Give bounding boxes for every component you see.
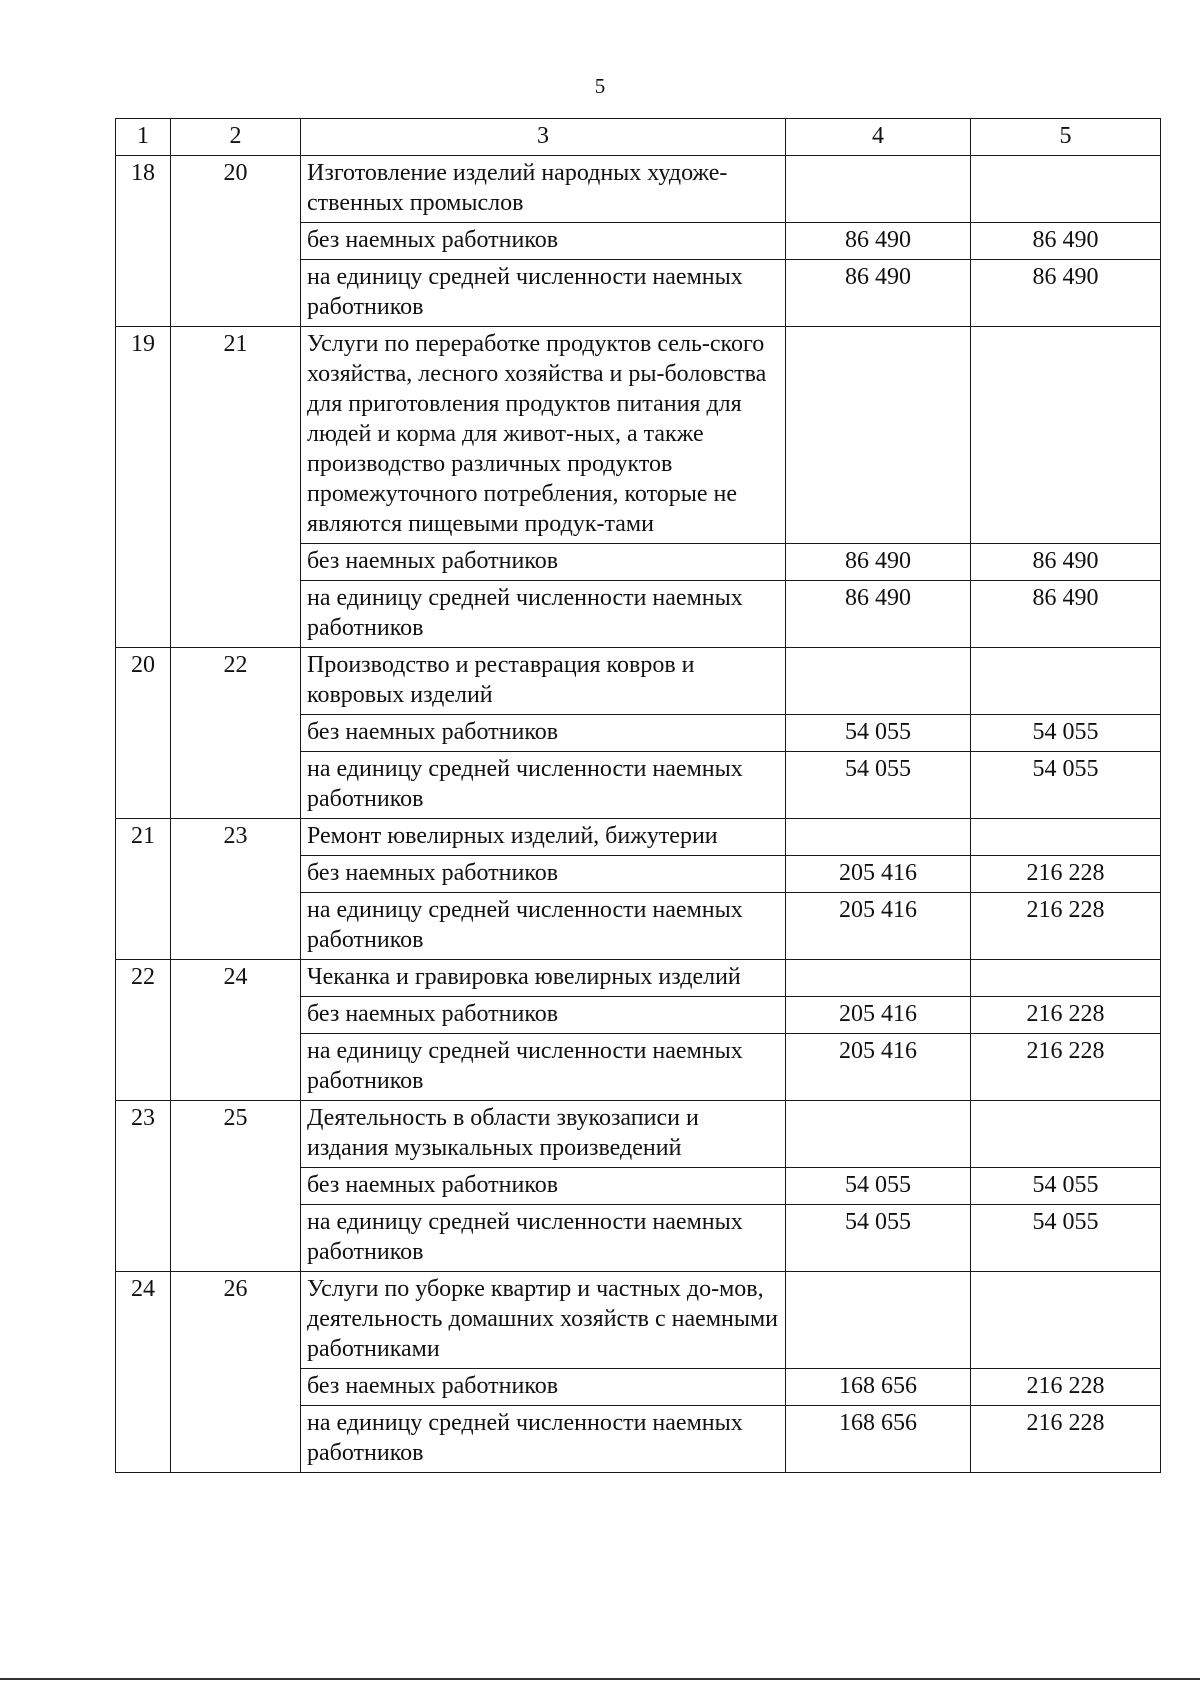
activity-code: 26	[171, 1272, 301, 1473]
empty-cell	[786, 1101, 971, 1168]
activity-code: 20	[171, 156, 301, 327]
activity-row	[116, 1101, 1161, 1168]
value-col-4: 54 055	[786, 752, 971, 819]
header-cell-1: 1	[116, 119, 171, 156]
activity-title: Деятельность в области звукозаписи и издания музыкальных произведений	[301, 1101, 786, 1168]
value-col-5: 216 228	[971, 893, 1161, 960]
subrow-label: без наемных работников	[301, 997, 786, 1034]
activity-row	[116, 327, 1161, 544]
empty-cell	[971, 648, 1161, 715]
activity-row	[116, 1272, 1161, 1369]
value-col-5: 216 228	[971, 856, 1161, 893]
value-col-5: 54 055	[971, 752, 1161, 819]
header-cell-3: 3	[301, 119, 786, 156]
subrow-label: на единицу средней численности наемных работников	[301, 752, 786, 819]
activity-title: Производство и реставрация ковров и ковровых изделий	[301, 648, 786, 715]
value-col-5: 54 055	[971, 1168, 1161, 1205]
empty-cell	[786, 327, 971, 544]
activity-row	[116, 960, 1161, 997]
value-col-4: 205 416	[786, 1034, 971, 1101]
value-col-4: 86 490	[786, 581, 971, 648]
value-col-4: 205 416	[786, 997, 971, 1034]
row-number: 20	[116, 648, 171, 819]
header-cell-4: 4	[786, 119, 971, 156]
row-number: 24	[116, 1272, 171, 1473]
value-col-4: 86 490	[786, 544, 971, 581]
subrow-label: без наемных работников	[301, 223, 786, 260]
empty-cell	[786, 156, 971, 223]
table-body	[116, 119, 1161, 1473]
activity-code: 24	[171, 960, 301, 1101]
activity-title: Ремонт ювелирных изделий, бижутерии	[301, 819, 786, 856]
subrow-label: на единицу средней численности наемных работников	[301, 1205, 786, 1272]
subrow-label: на единицу средней численности наемных работников	[301, 1034, 786, 1101]
activity-code: 25	[171, 1101, 301, 1272]
value-col-5: 86 490	[971, 260, 1161, 327]
activity-code: 21	[171, 327, 301, 648]
empty-cell	[786, 648, 971, 715]
value-col-4: 205 416	[786, 893, 971, 960]
empty-cell	[971, 819, 1161, 856]
empty-cell	[971, 327, 1161, 544]
value-col-5: 216 228	[971, 1369, 1161, 1406]
subrow-label: на единицу средней численности наемных работников	[301, 260, 786, 327]
activity-row	[116, 819, 1161, 856]
row-number: 23	[116, 1101, 171, 1272]
empty-cell	[971, 156, 1161, 223]
value-col-4: 54 055	[786, 715, 971, 752]
activity-title: Услуги по переработке продуктов сель-ского хозяйства, лесного хозяйства и ры-боловства для приготовления продуктов питания для людей и корма для живот-ных, а также производство различных продуктов промежуточного потребления, которые не являются пищевыми продук-тами	[301, 327, 786, 544]
empty-cell	[786, 819, 971, 856]
value-col-5: 216 228	[971, 1034, 1161, 1101]
empty-cell	[971, 1272, 1161, 1369]
subrow-label: на единицу средней численности наемных работников	[301, 581, 786, 648]
value-col-4: 168 656	[786, 1406, 971, 1473]
tariff-table	[115, 118, 1161, 1473]
value-col-4: 86 490	[786, 223, 971, 260]
value-col-5: 216 228	[971, 997, 1161, 1034]
value-col-5: 216 228	[971, 1406, 1161, 1473]
footer-rule	[0, 1678, 1200, 1680]
value-col-4: 168 656	[786, 1369, 971, 1406]
header-cell-2: 2	[171, 119, 301, 156]
activity-row	[116, 648, 1161, 715]
value-col-4: 86 490	[786, 260, 971, 327]
activity-code: 23	[171, 819, 301, 960]
value-col-4: 54 055	[786, 1168, 971, 1205]
value-col-4: 205 416	[786, 856, 971, 893]
value-col-4: 54 055	[786, 1205, 971, 1272]
value-col-5: 86 490	[971, 581, 1161, 648]
activity-title: Изготовление изделий народных художе-ственных промыслов	[301, 156, 786, 223]
header-row	[116, 119, 1161, 156]
activity-title: Чеканка и гравировка ювелирных изделий	[301, 960, 786, 997]
page-number: 5	[594, 74, 606, 98]
subrow-label: без наемных работников	[301, 856, 786, 893]
subrow-label: без наемных работников	[301, 1369, 786, 1406]
activity-row	[116, 156, 1161, 223]
subrow-label: без наемных работников	[301, 715, 786, 752]
subrow-label: на единицу средней численности наемных работников	[301, 1406, 786, 1473]
value-col-5: 86 490	[971, 223, 1161, 260]
row-number: 21	[116, 819, 171, 960]
subrow-label: на единицу средней численности наемных работников	[301, 893, 786, 960]
subrow-label: без наемных работников	[301, 1168, 786, 1205]
value-col-5: 54 055	[971, 715, 1161, 752]
empty-cell	[786, 1272, 971, 1369]
empty-cell	[971, 1101, 1161, 1168]
row-number: 22	[116, 960, 171, 1101]
activity-title: Услуги по уборке квартир и частных до-мов, деятельность домашних хозяйств с наемными работниками	[301, 1272, 786, 1369]
subrow-label: без наемных работников	[301, 544, 786, 581]
row-number: 19	[116, 327, 171, 648]
value-col-5: 86 490	[971, 544, 1161, 581]
activity-code: 22	[171, 648, 301, 819]
row-number: 18	[116, 156, 171, 327]
empty-cell	[971, 960, 1161, 997]
header-cell-5: 5	[971, 119, 1161, 156]
value-col-5: 54 055	[971, 1205, 1161, 1272]
empty-cell	[786, 960, 971, 997]
